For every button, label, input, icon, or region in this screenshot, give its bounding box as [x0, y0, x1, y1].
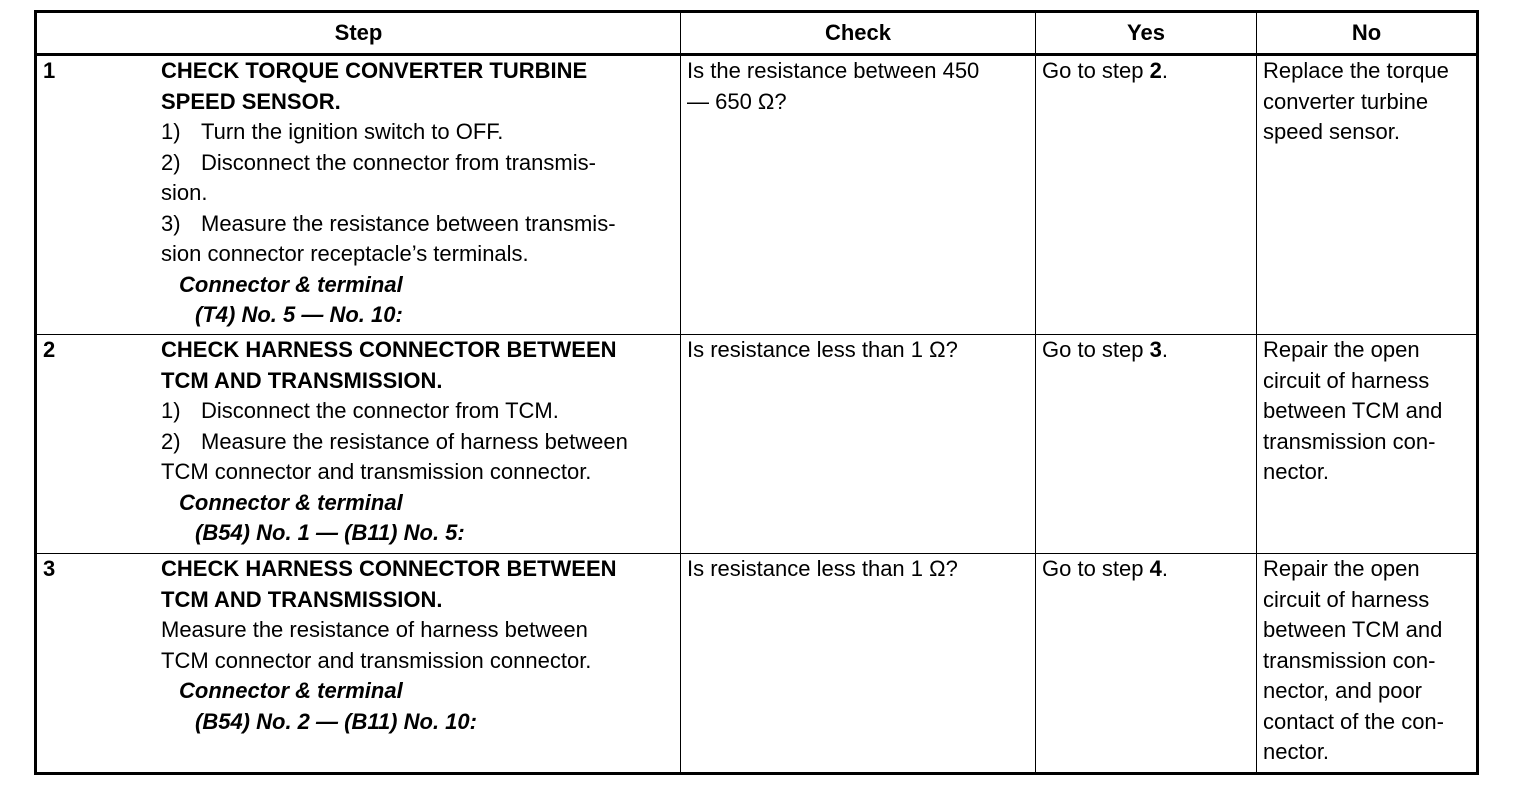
connector-terminal-value: (T4) No. 5 — No. 10:: [195, 302, 403, 327]
check-cell: Is the resistance between 450 — 650 Ω?: [681, 55, 1036, 335]
check-cell: Is resistance less than 1 Ω?: [681, 554, 1036, 774]
step-number: 1: [43, 58, 56, 83]
header-step: Step: [36, 12, 681, 55]
step-title: TCM AND TRANSMISSION.: [161, 586, 443, 612]
header-no: No: [1257, 12, 1478, 55]
header-yes: Yes: [1036, 12, 1257, 55]
table-row: [36, 55, 1478, 335]
step-reference: 3: [1149, 337, 1162, 362]
step-text: Measure the resistance of harness between: [161, 617, 588, 642]
connector-terminal-value: (B54) No. 1 — (B11) No. 5:: [195, 520, 465, 545]
substep: 3) Measure the resistance between transmis-: [161, 210, 616, 236]
header-row: [36, 12, 1478, 55]
step-title: CHECK HARNESS CONNECTOR BETWEEN: [161, 556, 617, 581]
connector-terminal-value: (B54) No. 2 — (B11) No. 10:: [195, 708, 477, 734]
substep-continuation: TCM connector and transmission connector.: [161, 459, 592, 484]
step-body: [161, 335, 681, 549]
check-cell: Is resistance less than 1 Ω?: [681, 335, 1036, 554]
step-cell: [36, 55, 681, 335]
step-number: 3: [43, 556, 56, 581]
yes-cell: Go to step 3.: [1036, 335, 1257, 554]
step-cell: [36, 554, 681, 774]
no-cell: Repair the open circuit of harness between TCM and transmission con- nector, and poor contact of the con- nector.: [1257, 554, 1478, 774]
yes-cell: Go to step 4.: [1036, 554, 1257, 774]
connector-terminal-label: Connector & terminal: [179, 489, 403, 515]
substep: 2) Measure the resistance of harness between: [161, 428, 628, 454]
yes-cell: Go to step 2.: [1036, 55, 1257, 335]
step-title: CHECK TORQUE CONVERTER TURBINE: [161, 58, 588, 83]
header-check: Check: [681, 12, 1036, 55]
diagnostic-table: [34, 10, 1479, 775]
table-row: [36, 554, 1478, 774]
step-text: TCM connector and transmission connector.: [161, 647, 592, 673]
substep-continuation: sion.: [161, 180, 208, 205]
step-body: [161, 56, 681, 331]
step-title: TCM AND TRANSMISSION.: [161, 367, 443, 393]
step-reference: 4: [1149, 556, 1162, 581]
connector-terminal-label: Connector & terminal: [179, 678, 403, 703]
substep: 1) Disconnect the connector from TCM.: [161, 398, 559, 423]
step-title: CHECK HARNESS CONNECTOR BETWEEN: [161, 337, 617, 362]
step-number: 2: [43, 337, 56, 362]
no-cell: Replace the torque converter turbine speed sensor.: [1257, 55, 1478, 335]
table-row: [36, 335, 1478, 554]
substep-continuation: sion connector receptacle’s terminals.: [161, 241, 529, 266]
step-cell: [36, 335, 681, 554]
step-body: [161, 554, 681, 737]
no-cell: Repair the open circuit of harness between TCM and transmission con- nector.: [1257, 335, 1478, 554]
substep: 1) Turn the ignition switch to OFF.: [161, 119, 504, 144]
substep: 2) Disconnect the connector from transmis-: [161, 149, 596, 175]
step-title: SPEED SENSOR.: [161, 88, 341, 114]
step-reference: 2: [1149, 58, 1162, 83]
connector-terminal-label: Connector & terminal: [179, 271, 403, 297]
